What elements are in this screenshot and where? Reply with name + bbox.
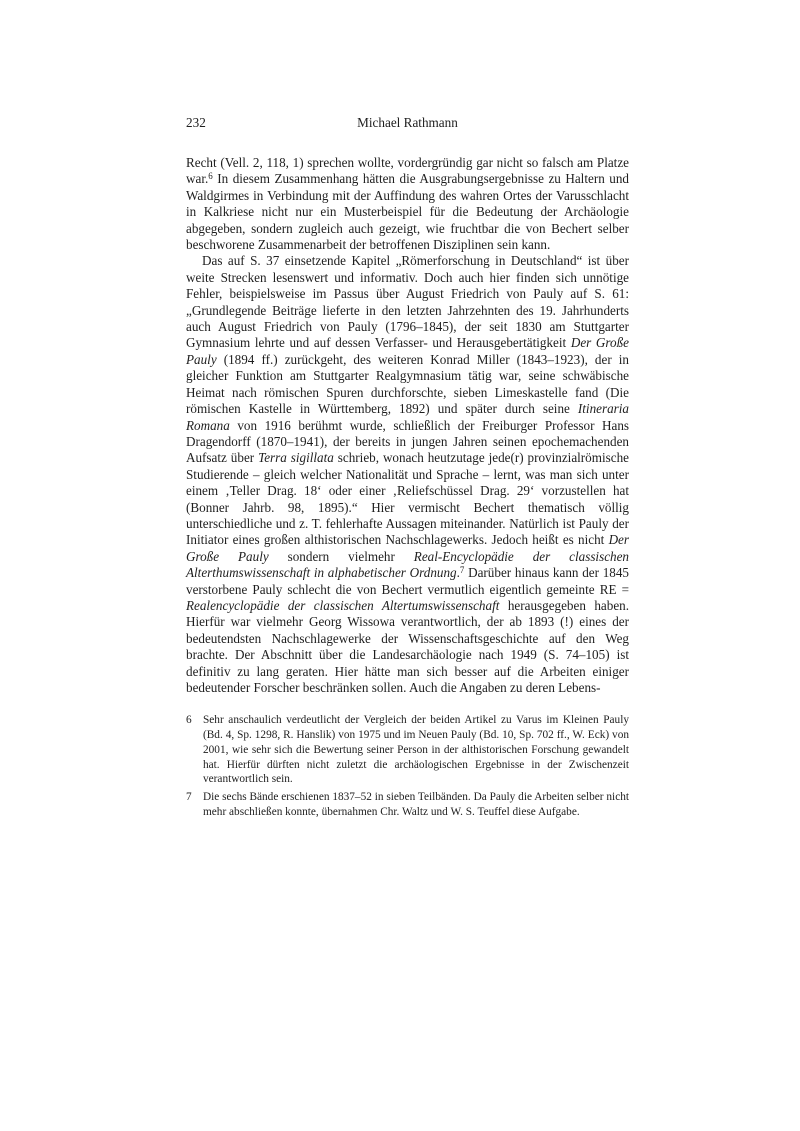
page-number: 232: [186, 115, 206, 130]
footnotes-section: [186, 713, 629, 819]
footnote-6: [186, 713, 629, 787]
running-title: Michael Rathmann: [357, 115, 458, 130]
footnote-7-number: 7: [186, 790, 192, 803]
footnote-7: [186, 790, 629, 819]
text-column: [186, 115, 629, 822]
paragraph-1: Recht (Vell. 2, 118, 1) sprechen wollte, vordergründig gar nicht so falsch am Platze war.$^6$ In diesem Zusammenhang hätten die Ausgrabungsergebnisse zu Haltern und Waldgirmes in Verbindung mit der Auffindung des wahren Ortes der Varusschlacht in Kalkriese nicht nur ein Musterbeispiel für die Bedeutung der Archäologie abgegeben, sondern zugleich auch gezeigt, wie fruchtbar die von Bechert selber beschworene Zusammenarbeit der betroffenen Disziplinen sein kann.: [186, 155, 629, 253]
page-header: [186, 115, 629, 131]
footnote-7-text: Die sechs Bände erschienen 1837–52 in sieben Teilbänden. Da Pauly die Arbeiten selber nicht mehr abschließen konnte, übernahmen Chr. Waltz und W. S. Teuffel diese Aufgabe.: [203, 790, 629, 818]
paragraph-2: Das auf S. 37 einsetzende Kapitel „Römerforschung in Deutschland“ ist über weite Strecken lesenswert und informativ. Doch auch hier finden sich unnötige Fehler, beispielsweise im Passus über August Friedrich von Pauly auf S. 61: „Grundlegende Beiträge lieferte in den letzten Jahrzehnten des 19. Jahrhunderts auch August Friedrich von Pauly (1796–1845), der seit 1830 am Stuttgarter Gymnasium lehrte und auf dessen Verfasser- und Herausgebertätigkeit Der Große Pauly (1894 ff.) zurückgeht, des weiteren Konrad Miller (1843–1923), der in gleicher Funktion am Stuttgarter Realgymnasium tätig war, seine schwäbische Heimat nach römischen Spuren durchforschte, sieben Limeskastelle fand (Die römischen Kastelle in Württemberg, 1892) und später durch seine Itineraria Romana von 1916 berühmt wurde, schließlich der Freiburger Professor Hans Dragendorff (1870–1941), der bereits in jungen Jahren seinen epochemachenden Aufsatz über Terra sigillata schrieb, wonach heutzutage jede(r) provinzialrömische Studierende – gleich welcher Nationalität und Sprache – lernt, was man sich unter einem ‚Teller Drag. 18‘ oder einer ‚Reliefschüssel Drag. 29‘ vorzustellen hat (Bonner Jahrb. 98, 1895).“ Hier vermischt Bechert thematisch völlig unterschiedliche und z. T. fehlerhafte Aussagen miteinander. Natürlich ist Pauly der Initiator eines großen althistorischen Nachschlagewerks. Jedoch heißt es nicht Der Große Pauly sondern vielmehr Real-Encyclopädie der classischen Alterthumswissenschaft in alphabetischer Ordnung.$^7$ Darüber hinaus kann der 1845 verstorbene Pauly schlecht die von Bechert vermutlich eigentlich gemeinte RE = Realencyclopädie der classischen Altertumswissenschaft herausgegeben haben. Hierfür war vielmehr Georg Wissowa verantwortlich, der ab 1893 (!) eines der bedeutendsten Nachschlagewerke der Wissenschaftsgeschichte auf den Weg brachte. Der Abschnitt über die Landesarchäologie nach 1949 (S. 74–105) ist definitiv zu lang geraten. Hier hätte man sich besser auf die Arbeiten einiger bedeutender Forscher beschränken sollen. Auch die Angaben zu deren Lebens-: [186, 253, 630, 695]
footnote-6-number: 6: [186, 714, 192, 727]
footnote-6-text: Sehr anschaulich verdeutlicht der Vergleich der beiden Artikel zu Varus im Kleinen Pauly (Bd. 4, Sp. 1298, R. Hanslik) von 1975 und im Neuen Pauly (Bd. 10, Sp. 702 ff., W. Eck) von 2001, wie sehr sich die Bewertung seiner Person in der althistorischen Forschung gewandelt hat. Hierfür dürften nicht zuletzt die archäologischen Ergebnisse in der Zwischenzeit verantwortlich sein.: [203, 714, 629, 786]
body-text: [186, 155, 629, 696]
